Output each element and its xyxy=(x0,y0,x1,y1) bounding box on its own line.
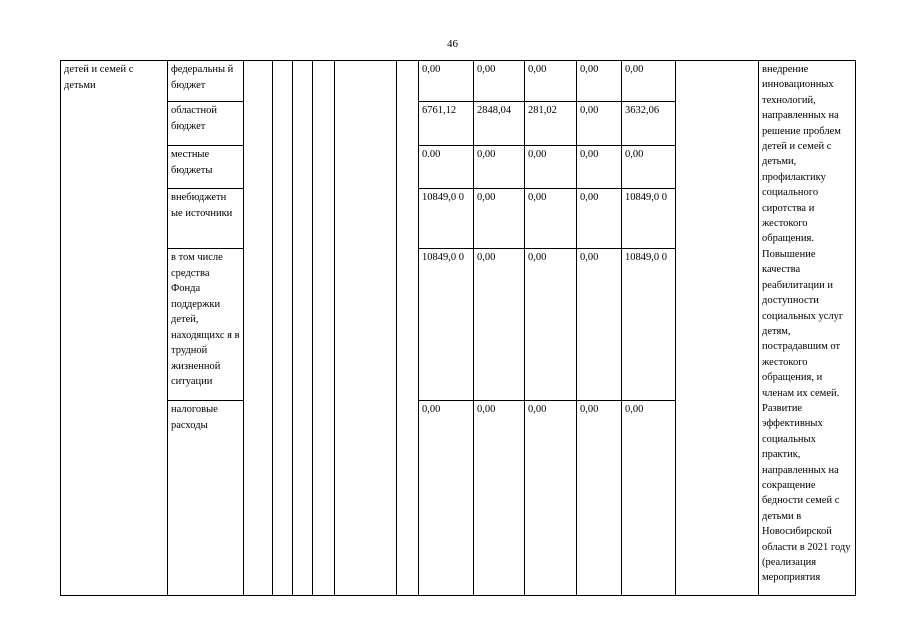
empty-cell xyxy=(676,61,759,596)
value-cell: 0,00 xyxy=(577,249,622,401)
page-number: 46 xyxy=(447,38,458,50)
value-cell: 0,00 xyxy=(622,146,676,189)
value-cell: 0.00 xyxy=(419,146,474,189)
value-cell: 0,00 xyxy=(474,189,525,249)
value-cell: 3632,06 xyxy=(622,102,676,146)
program-name-cell: детей и семей с детьми xyxy=(61,61,168,596)
funding-source: внебюджетн ые источники xyxy=(168,189,244,249)
value-cell: 10849,0 0 xyxy=(419,189,474,249)
expected-results-cell: внедрение инновационных технологий, направленных на решение проблем детей и семей с детьми, профилактику социального сиротства и жестокого обращения. Повышение качества реабилитации и доступности социальных услуг детям, пострадавшим от жестокого обращения, и членам их семей. Развитие эффективных социальных практик, направленных на сокращение бедности семей с детьми в Новосибирской области в 2021 году (реализация мероприятия xyxy=(759,61,856,596)
value-cell: 0,00 xyxy=(474,146,525,189)
value-cell: 10849,0 0 xyxy=(622,249,676,401)
value-cell: 6761,12 xyxy=(419,102,474,146)
value-cell: 2848,04 xyxy=(474,102,525,146)
value-cell: 0,00 xyxy=(474,61,525,102)
value-cell: 281,02 xyxy=(525,102,577,146)
value-cell: 0,00 xyxy=(622,401,676,596)
empty-cell xyxy=(397,61,419,596)
value-cell: 0,00 xyxy=(525,146,577,189)
value-cell: 0,00 xyxy=(577,61,622,102)
value-cell: 0,00 xyxy=(525,249,577,401)
value-cell: 0,00 xyxy=(474,401,525,596)
empty-cell xyxy=(293,61,313,596)
value-cell: 0,00 xyxy=(577,102,622,146)
empty-cell xyxy=(244,61,273,596)
value-cell: 0,00 xyxy=(419,61,474,102)
funding-source: налоговые расходы xyxy=(168,401,244,596)
empty-cell xyxy=(313,61,335,596)
value-cell: 0,00 xyxy=(474,249,525,401)
value-cell: 0,00 xyxy=(419,401,474,596)
budget-table xyxy=(60,60,856,596)
value-cell: 10849,0 0 xyxy=(419,249,474,401)
table-row xyxy=(61,61,856,102)
funding-source: федеральны й бюджет xyxy=(168,61,244,102)
value-cell: 10849,0 0 xyxy=(622,189,676,249)
value-cell: 0,00 xyxy=(525,61,577,102)
funding-source: областной бюджет xyxy=(168,102,244,146)
value-cell: 0,00 xyxy=(577,146,622,189)
value-cell: 0,00 xyxy=(525,189,577,249)
value-cell: 0,00 xyxy=(525,401,577,596)
empty-cell xyxy=(273,61,293,596)
value-cell: 0,00 xyxy=(577,401,622,596)
value-cell: 0,00 xyxy=(622,61,676,102)
value-cell: 0,00 xyxy=(577,189,622,249)
funding-source: в том числе средства Фонда поддержки детей, находящихс я в трудной жизненной ситуации xyxy=(168,249,244,401)
funding-source: местные бюджеты xyxy=(168,146,244,189)
empty-cell xyxy=(335,61,397,596)
